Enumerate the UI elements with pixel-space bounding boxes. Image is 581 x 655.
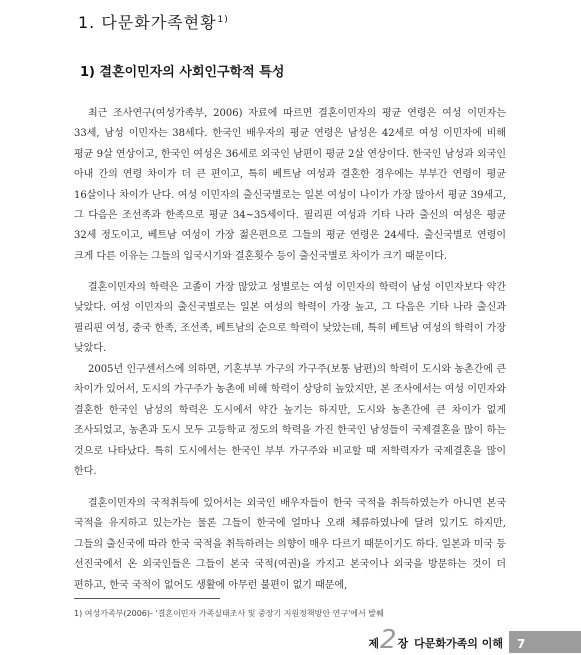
body-paragraph-2: 결혼이민자의 학력은 고졸이 가장 많았고 성별로는 여성 이민자의 학력이 남성 이민자보다 약간 낮았다. 여성 이민자의 출신국별로는 일본 여성의 학력이 가장 높고, 그 다음은 기타 나라 출신과 필리핀 여성, 중국 한족, 조선족, 베트남의 순으로 학력이 낮았는데, 특히 베트남 여성의 학력이 가장 낮았다. [74,282,506,355]
chapter-heading-footnote-mark: 1) [217,14,229,25]
footer-chapter-title: 다문화가족의 이해 [414,637,503,650]
chapter-heading [78,10,229,33]
chapter-heading-text: 1. 다문화가족현황 [78,13,217,32]
page-number-box [509,631,581,653]
footnote: 1) 여성가족부(2006)- '결혼이민자 가족실태조사 및 중장기 지원정책방안 연구'에서 발췌 [74,609,384,618]
page-number: 7 [517,637,526,651]
footer-chapter-suffix: 장 [397,637,409,650]
footer-chapter-number: 2 [379,625,397,655]
footnote-divider [74,598,220,599]
section-heading: 1) 결혼이민자의 사회인구학적 특성 [80,65,285,80]
body-paragraph-4: 결혼이민자의 국적취득에 있어서는 외국인 배우자들이 한국 국적을 취득하였는가 아니면 본국 국적을 유지하고 있는가는 물론 그들이 한국에 얼마나 오래 체류하였나에 달려 있기도 하지만, 그들의 출신국에 따라 한국 국적을 취득하려는 의향이 매우 다르기 때문이기도 하다. 일본과 미국 등 선진국에서 온 외국인들은 그들이 본국 국적(여권)을 가지고 본국이나 외국을 방문하는 것이 더 편하고, 한국 국적이 없어도 생활에 아무런 불편이 없기 때문에, [74,498,506,591]
footer-chapter-prefix: 제 [368,637,379,650]
page-footer [368,625,581,655]
body-paragraph-1: 최근 조사연구(여성가족부, 2006) 자료에 따르면 결혼이민자의 평균 연령은 여성 이민자는 33세, 남성 이민자는 38세다. 한국인 배우자의 평균 연령은 남성은 42세로 여성 이민자에 비해 평균 9살 연상이고, 한국인 여성은 36세로 외국인 남편이 평균 2살 연상이다. 한국인 남성과 외국인 아내 간의 연령 차이가 더 큰 편이고, 특히 베트남 여성과 결혼한 경우에는 부부간 연령이 평균 16살이나 차이가 난다. 여성 이민자의 출신국별로는 일본 여성이 나이가 가장 많아서 평균 39세고, 그 다음은 조선족과 한족으로 평균 34~35세이다. 필리핀 여성과 기타 나라 출신의 여성은 평균 32세 정도이고, 베트남 여성이 가장 젊은편으로 그들의 평균 연령은 24세다. 출신국별로 연령이 크게 다른 이유는 그들의 입국시기와 결혼횟수 등이 출신국별로 차이가 크기 때문이다. [74,108,506,262]
footer-chapter-label [368,625,509,655]
body-paragraph-3: 2005년 인구센서스에 의하면, 기혼부부 가구의 가구주(보통 남편)의 학력이 도시와 농촌간에 큰 차이가 있어서, 도시의 가구주가 농촌에 비해 학력이 상당히 높았지만, 본 조사에서는 여성 이민자와 결혼한 한국인 남성의 학력은 도시에서 약간 높기는 하지만, 도시와 농촌간에 큰 차이가 없게 조사되었고, 농촌과 도시 모두 고등학교 정도의 학력을 가진 한국인 남성들이 국제결혼을 많이 하는 것으로 나타났다. 특히 도시에서는 한국인 부부 가구주와 비교할 때 저학력자가 국제결혼을 많이 한다. [74,364,506,478]
